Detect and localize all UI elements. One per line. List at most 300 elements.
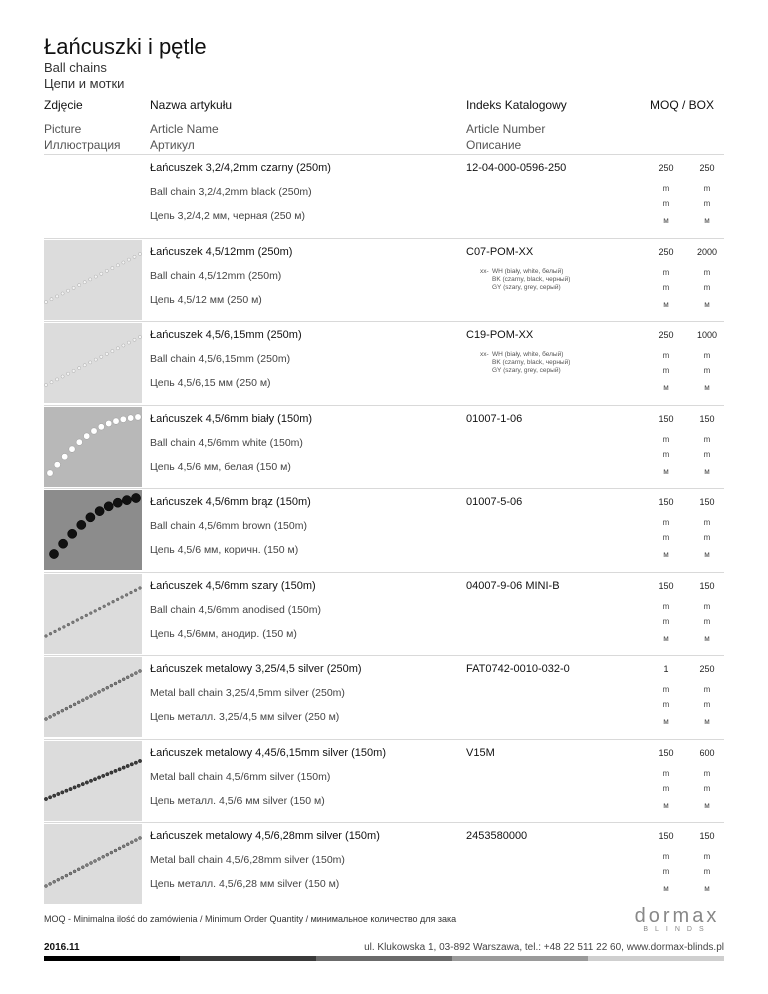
chain-bead	[44, 300, 47, 303]
chain-bead	[113, 498, 122, 507]
product-name-ru: Цепь металл. 4,5/6 мм silver (150 м)	[150, 794, 325, 807]
moq-value: 150	[658, 747, 674, 758]
box-unit: m	[703, 518, 711, 527]
chain-bead	[83, 280, 86, 283]
chain-bead	[48, 795, 51, 798]
header-article-number-ru: Описание	[466, 138, 522, 152]
chain-bead	[81, 866, 84, 869]
moq-unit: m	[662, 434, 670, 444]
chain-bead	[57, 792, 60, 795]
product-row	[44, 572, 724, 655]
chain-bead	[81, 782, 84, 785]
product-name-pl: Łańcuszek 4,5/6mm szary (150m)	[150, 579, 316, 592]
product-name-pl: Łańcuszek 4,5/6,15mm (250m)	[150, 329, 302, 341]
product-name-pl: Łańcuszek 4,5/6mm biały (150m)	[150, 412, 313, 425]
chain-bead	[53, 794, 56, 797]
box-unit: m	[703, 434, 711, 444]
moq-unit: m	[662, 518, 670, 527]
box-value: 1000	[696, 330, 718, 340]
chain-bead	[106, 686, 109, 689]
moq-unit: m	[662, 533, 670, 542]
chain-bead	[110, 770, 113, 773]
chain-bead	[95, 507, 104, 516]
color-variant: BK (czarny, black, черный)	[492, 275, 571, 283]
chain-bead	[114, 682, 117, 685]
chain-bead	[127, 341, 130, 344]
chain-bead	[102, 774, 105, 777]
chain-bead	[86, 513, 95, 522]
product-name-pl: Łańcuszek 3,2/4,2mm czarny (250m)	[150, 162, 331, 174]
moq-value: 150	[658, 497, 674, 507]
header-article-name-pl: Nazwa artykułu	[150, 98, 233, 112]
header-moq-box-label: MOQ / BOX	[650, 98, 715, 112]
product-name-en: Ball chain 4,5/6mm white (150m)	[150, 436, 303, 449]
chain-bead	[128, 414, 134, 420]
article-number: C19-POM-XX	[466, 329, 534, 341]
chain-bead	[97, 775, 100, 778]
chain-bead	[130, 762, 133, 765]
chain-bead	[89, 779, 92, 782]
chain-bead	[49, 715, 52, 718]
chain-bead	[118, 767, 121, 770]
moq-unit-ru: м	[663, 633, 669, 643]
color-bar-segment	[588, 956, 724, 961]
product-name-en: Ball chain 4,5/12mm (250m)	[150, 269, 282, 282]
dormax-logo	[630, 905, 724, 933]
box-unit-ru: м	[704, 466, 710, 476]
box-unit: m	[703, 685, 711, 694]
chain-bead	[118, 847, 121, 850]
box-unit: m	[703, 601, 711, 611]
article-number: V15M	[466, 746, 495, 759]
article-number: 04007-9-06 MINI-B	[466, 579, 560, 592]
logo-wordmark: dormax	[634, 905, 720, 927]
chain-bead	[57, 878, 60, 881]
box-unit-ru: м	[704, 299, 710, 309]
page-subtitle-en: Ball chains	[44, 60, 107, 75]
chain-bead	[122, 260, 125, 263]
box-unit: m	[703, 351, 711, 360]
box-unit: m	[703, 768, 711, 778]
moq-unit: m	[662, 768, 670, 778]
chain-bead	[78, 367, 81, 370]
product-name-ru: Цепь 4,5/6мм, анодир. (150 м)	[150, 627, 297, 640]
moq-unit: m	[662, 700, 670, 709]
chain-bead	[118, 680, 121, 683]
chain-bead	[98, 857, 101, 860]
moq-value: 150	[658, 580, 674, 591]
moq-unit: m	[662, 184, 670, 193]
product-row	[44, 488, 724, 571]
box-value: 150	[699, 497, 715, 507]
chain-bead	[58, 627, 61, 630]
header-article-number-pl: Indeks Katalogowy	[466, 98, 567, 112]
product-photo	[44, 407, 142, 487]
product-name-ru: Цепь металл. 4,5/6,28 мм silver (150 м)	[150, 878, 340, 890]
chain-bead	[84, 432, 90, 438]
product-photo	[44, 156, 142, 236]
article-number: 01007-5-06	[466, 496, 523, 508]
chain-bead	[49, 549, 58, 558]
chain-bead	[110, 684, 113, 687]
box-unit: m	[703, 867, 711, 876]
box-unit: m	[703, 783, 711, 793]
product-photo	[44, 240, 142, 320]
chain-bead	[61, 790, 64, 793]
chain-bead	[53, 713, 56, 716]
product-row	[44, 822, 724, 905]
product-name-ru: Цепь 4,5/6 мм, коричн. (150 м)	[150, 544, 299, 556]
chain-bead	[83, 364, 86, 367]
chain-bead	[77, 868, 80, 871]
chain-bead	[114, 769, 117, 772]
chain-bead	[111, 266, 114, 269]
chain-bead	[102, 855, 105, 858]
header-moq-box	[650, 97, 714, 113]
product-name-pl: Łańcuszek metalowy 4,5/6,28mm silver (150m)	[150, 830, 380, 842]
color-variants-key: xx-	[480, 267, 489, 275]
chain-bead	[100, 355, 103, 358]
chain-bead	[139, 586, 142, 589]
chain-bead	[113, 417, 119, 423]
document-date: 2016.11	[44, 942, 80, 953]
chain-bead	[76, 618, 79, 621]
chain-bead	[100, 272, 103, 275]
chain-bead	[56, 294, 59, 297]
chain-bead	[94, 609, 97, 612]
box-value: 2000	[696, 246, 718, 257]
chain-bead	[78, 283, 81, 286]
chain-bead	[50, 381, 53, 384]
chain-bead	[68, 529, 77, 538]
moq-unit: m	[662, 867, 670, 876]
chain-bead	[130, 674, 133, 677]
color-variant: WH (biały, white, белый)	[492, 351, 564, 358]
chain-bead	[127, 258, 130, 261]
box-unit: m	[703, 700, 711, 709]
box-unit-ru: м	[704, 633, 710, 643]
chain-bead	[45, 718, 48, 721]
chain-bead	[72, 286, 75, 289]
moq-unit: m	[662, 199, 670, 208]
color-variant: BK (czarny, black, черный)	[492, 359, 571, 366]
color-bar-segment	[180, 956, 316, 961]
box-value: 250	[699, 163, 715, 173]
box-unit-ru: м	[704, 800, 710, 810]
box-value: 250	[699, 664, 715, 674]
chain-bead	[65, 707, 68, 710]
box-unit-ru: м	[704, 717, 710, 726]
chain-bead	[67, 372, 70, 375]
chain-bead	[98, 690, 101, 693]
header-picture-en: Picture	[44, 122, 82, 136]
header-article-number	[466, 97, 567, 153]
chain-bead	[139, 837, 142, 840]
chain-bead	[107, 602, 110, 605]
chain-bead	[90, 695, 93, 698]
chain-bead	[67, 289, 70, 292]
chain-bead	[61, 709, 64, 712]
article-number: FAT0742-0010-032-0	[466, 663, 570, 675]
chain-bead	[138, 759, 141, 762]
chain-bead	[54, 630, 57, 633]
chain-bead	[69, 705, 72, 708]
chain-bead	[93, 777, 96, 780]
chain-bead	[61, 375, 64, 378]
chain-bead	[91, 427, 97, 433]
moq-value: 150	[658, 413, 674, 424]
chain-bead	[57, 711, 60, 714]
chain-bead	[94, 275, 97, 278]
chain-bead	[98, 607, 101, 610]
chain-bead	[44, 383, 47, 386]
box-unit: m	[703, 267, 711, 277]
chain-bead	[89, 361, 92, 364]
chain-bead	[77, 520, 86, 529]
chain-bead	[125, 593, 128, 596]
header-picture-pl: Zdjęcie	[44, 98, 83, 112]
product-row	[44, 739, 724, 822]
product-name-ru: Цепь металл. 3,25/4,5 мм silver (250 м)	[150, 711, 340, 723]
product-row	[44, 405, 724, 488]
box-value: 150	[699, 831, 715, 841]
chain-bead	[44, 797, 47, 800]
product-name-pl: Łańcuszek metalowy 4,45/6,15mm silver (150m)	[150, 746, 386, 759]
article-number: C07-POM-XX	[466, 245, 534, 258]
chain-bead	[77, 784, 80, 787]
chain-bead	[94, 693, 97, 696]
moq-unit: m	[662, 267, 670, 277]
chain-bead	[49, 632, 52, 635]
product-name-en: Ball chain 4,5/6mm anodised (150m)	[150, 603, 322, 616]
moq-unit: m	[662, 449, 670, 459]
box-unit: m	[703, 184, 711, 193]
product-name-ru: Цепь 4,5/6,15 мм (250 м)	[150, 377, 271, 389]
product-name-pl: Łańcuszek 4,5/6mm brąz (150m)	[150, 496, 311, 508]
box-unit-ru: м	[704, 884, 710, 893]
chain-bead	[122, 678, 125, 681]
box-unit-ru: м	[704, 216, 710, 225]
box-unit: m	[703, 616, 711, 626]
product-photo	[44, 657, 142, 737]
chain-bead	[59, 539, 68, 548]
chain-bead	[138, 335, 141, 338]
moq-value: 150	[658, 831, 674, 841]
product-photo	[44, 323, 142, 403]
box-value: 150	[699, 413, 715, 424]
chain-bead	[76, 439, 82, 445]
box-unit: m	[703, 282, 711, 292]
logo-tagline: BLINDS	[643, 926, 711, 933]
chain-bead	[54, 461, 60, 467]
moq-value: 250	[658, 246, 674, 257]
chain-bead	[85, 864, 88, 867]
product-name-en: Ball chain 4,5/6,15mm (250m)	[150, 353, 291, 365]
chain-bead	[73, 703, 76, 706]
chain-bead	[105, 269, 108, 272]
chain-bead	[122, 496, 131, 505]
chain-bead	[81, 699, 84, 702]
color-bar-segment	[316, 956, 452, 961]
color-variants-key: xx-	[480, 351, 489, 358]
chain-bead	[135, 413, 141, 419]
chain-bead	[61, 876, 64, 879]
header-article-name-ru: Артикул	[150, 138, 195, 152]
moq-unit: m	[662, 366, 670, 375]
product-name-pl: Łańcuszek 4,5/12mm (250m)	[150, 245, 293, 258]
chain-bead	[89, 611, 92, 614]
chain-bead	[120, 416, 126, 422]
chain-bead	[138, 252, 141, 255]
chain-bead	[116, 347, 119, 350]
product-name-ru: Цепь 3,2/4,2 мм, черная (250 м)	[150, 210, 306, 222]
header-picture	[44, 97, 121, 153]
chain-bead	[104, 502, 113, 511]
product-name-en: Metal ball chain 3,25/4,5mm silver (250m)	[150, 687, 345, 699]
chain-bead	[103, 604, 106, 607]
article-number: 01007-1-06	[466, 412, 523, 425]
chain-bead	[122, 845, 125, 848]
header-article-name-en: Article Name	[150, 122, 219, 136]
chain-bead	[126, 676, 129, 679]
header-picture-ru: Иллюстрация	[44, 138, 121, 152]
chain-bead	[112, 600, 115, 603]
color-variants-note	[480, 351, 570, 375]
chain-bead	[69, 787, 72, 790]
box-unit: m	[703, 852, 711, 861]
color-variants-note	[480, 268, 570, 292]
chain-bead	[106, 420, 112, 426]
product-row	[44, 238, 724, 321]
moq-footnote: MOQ - Minimalna ilość do zamówienia / Minimum Order Quantity / минимальное количество для зака	[44, 914, 457, 924]
box-unit-ru: м	[704, 383, 710, 392]
chain-bead	[80, 616, 83, 619]
moq-unit-ru: м	[663, 299, 669, 309]
chain-bead	[130, 591, 133, 594]
chain-bead	[73, 785, 76, 788]
chain-bead	[69, 872, 72, 875]
chain-bead	[110, 851, 113, 854]
chain-bead	[126, 764, 129, 767]
moq-unit: m	[662, 616, 670, 626]
chain-bead	[62, 453, 68, 459]
chain-bead	[134, 761, 137, 764]
chain-bead	[56, 378, 59, 381]
chain-bead	[89, 277, 92, 280]
chain-bead	[94, 860, 97, 863]
chain-bead	[65, 874, 68, 877]
moq-unit-ru: м	[663, 884, 669, 893]
chain-bead	[61, 291, 64, 294]
moq-unit: m	[662, 282, 670, 292]
product-name-ru: Цепь 4,5/12 мм (250 м)	[150, 293, 262, 306]
product-row	[44, 655, 724, 738]
moq-unit: m	[662, 685, 670, 694]
chain-bead	[126, 843, 129, 846]
chain-bead	[122, 344, 125, 347]
chain-bead	[47, 469, 53, 475]
chain-bead	[53, 880, 56, 883]
chain-bead	[134, 672, 137, 675]
product-row	[44, 321, 724, 404]
color-variant: GY (szary, grey, серый)	[492, 367, 561, 374]
chain-bead	[139, 670, 142, 673]
chain-bead	[85, 614, 88, 617]
color-bar-segment	[452, 956, 588, 961]
chain-bead	[134, 588, 137, 591]
box-unit: m	[703, 366, 711, 375]
box-unit: m	[703, 533, 711, 542]
chain-bead	[67, 623, 70, 626]
chain-bead	[114, 849, 117, 852]
chain-bead	[121, 595, 124, 598]
product-name-ru: Цепь 4,5/6 мм, белая (150 м)	[150, 460, 291, 473]
company-address: ul. Klukowska 1, 03-892 Warszawa, tel.: +48 22 511 22 60, www.dormax-blinds.pl	[364, 942, 724, 953]
chain-bead	[133, 255, 136, 258]
chain-bead	[134, 839, 137, 842]
moq-unit-ru: м	[663, 717, 669, 726]
chain-bead	[72, 620, 75, 623]
moq-unit: m	[662, 351, 670, 360]
chain-bead	[72, 369, 75, 372]
product-name-en: Ball chain 3,2/4,2mm black (250m)	[150, 186, 312, 198]
chain-bead	[116, 598, 119, 601]
moq-value: 250	[658, 163, 674, 173]
moq-unit-ru: м	[663, 383, 669, 392]
chain-bead	[106, 772, 109, 775]
product-name-en: Metal ball chain 4,5/6,28mm silver (150m)	[150, 854, 345, 866]
product-name-pl: Łańcuszek metalowy 3,25/4,5 silver (250m)	[150, 663, 362, 675]
box-value: 600	[699, 747, 715, 758]
product-row	[44, 154, 724, 237]
chain-bead	[130, 841, 133, 844]
chain-bead	[116, 263, 119, 266]
color-variant: GY (szary, grey, серый)	[492, 283, 561, 291]
color-bar-segment	[44, 956, 180, 961]
box-unit: m	[703, 449, 711, 459]
chain-bead	[131, 493, 140, 502]
box-unit: m	[703, 199, 711, 208]
moq-unit-ru: м	[663, 800, 669, 810]
moq-unit-ru: м	[663, 466, 669, 476]
chain-bead	[90, 862, 93, 865]
moq-value: 1	[663, 664, 669, 674]
product-photo	[44, 490, 142, 570]
product-photo	[44, 574, 142, 654]
moq-unit: m	[662, 783, 670, 793]
chain-bead	[85, 697, 88, 700]
chain-bead	[45, 634, 48, 637]
chain-bead	[94, 358, 97, 361]
product-name-en: Metal ball chain 4,5/6mm silver (150m)	[150, 770, 331, 783]
chain-bead	[69, 445, 75, 451]
article-number: 12-04-000-0596-250	[466, 162, 567, 174]
chain-bead	[63, 625, 66, 628]
product-photo	[44, 824, 142, 904]
page-subtitle-ru: Цепи и мотки	[44, 76, 125, 91]
header-article-name	[150, 97, 232, 153]
chain-bead	[111, 350, 114, 353]
chain-bead	[49, 882, 52, 885]
product-name-en: Ball chain 4,5/6mm brown (150m)	[150, 520, 307, 532]
box-value: 150	[699, 580, 715, 591]
chain-bead	[133, 338, 136, 341]
chain-bead	[122, 765, 125, 768]
moq-unit-ru: м	[663, 216, 669, 225]
moq-value: 250	[658, 330, 674, 340]
page-title: Łańcuszki i pętle	[44, 34, 207, 59]
chain-bead	[77, 701, 80, 704]
